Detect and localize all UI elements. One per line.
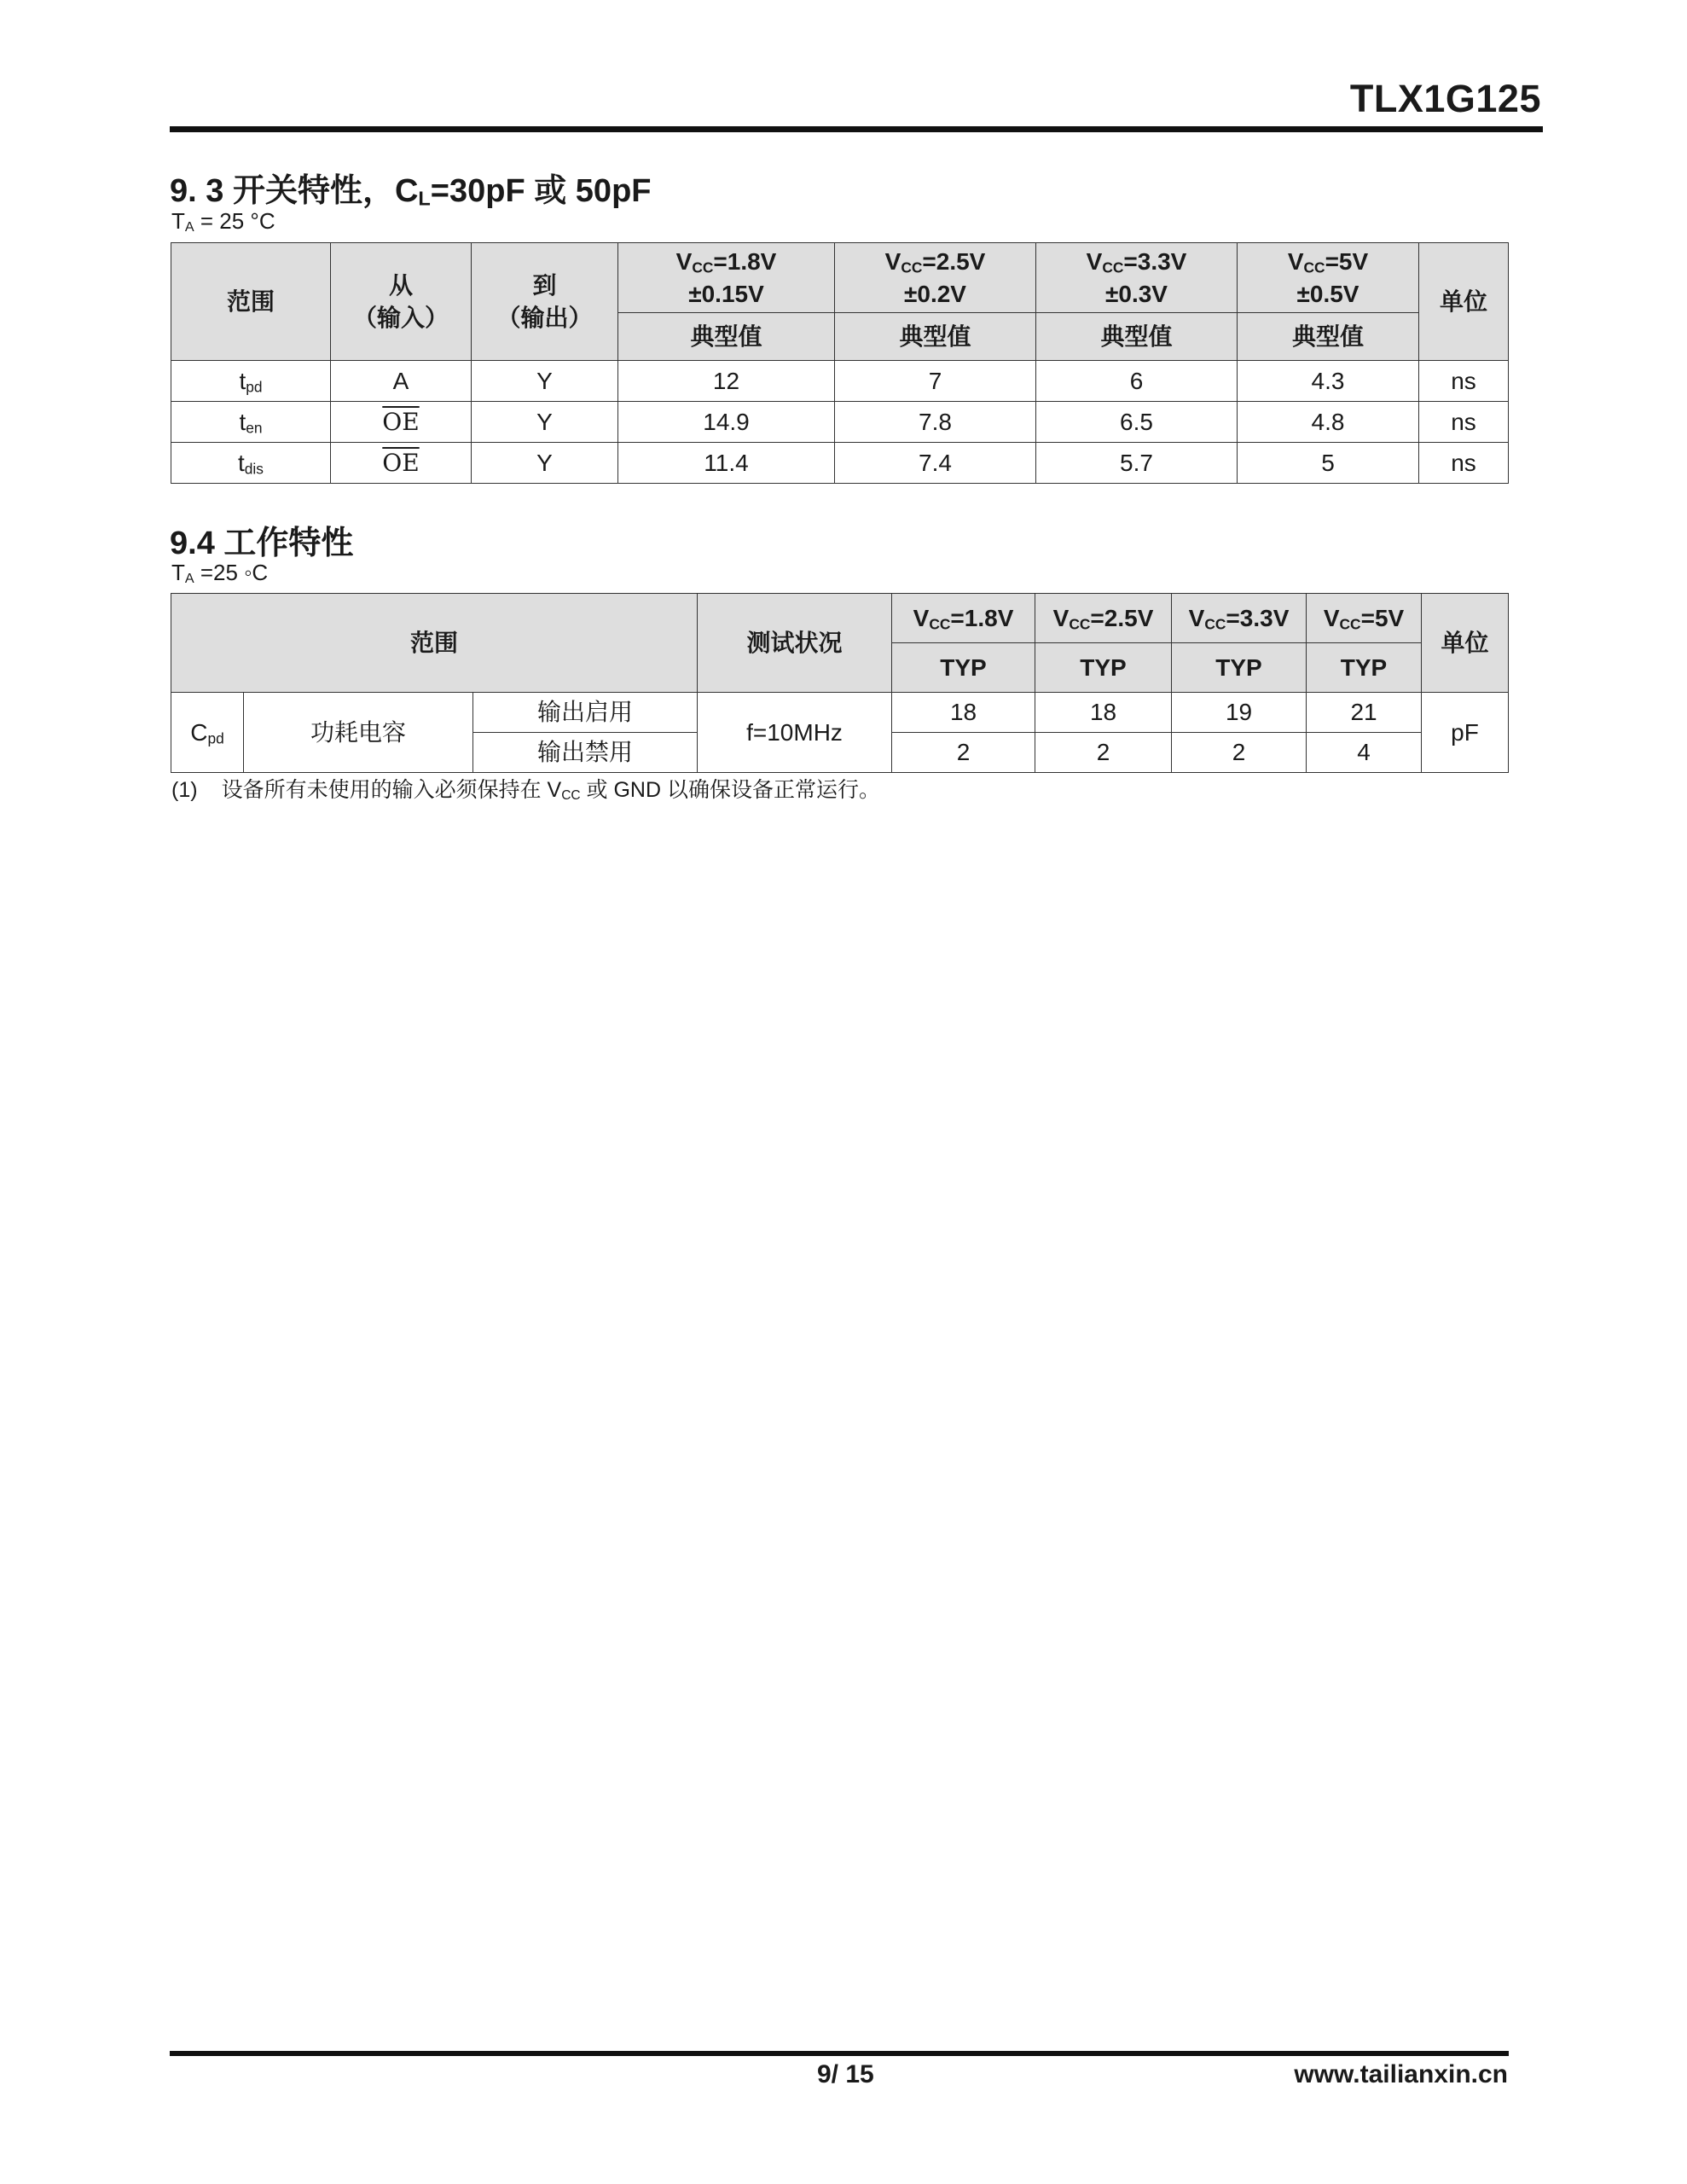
header-typ: TYP <box>1307 643 1422 693</box>
table-row <box>171 402 1509 443</box>
value-cell: 19 <box>1172 693 1307 733</box>
section-number: 9.4 <box>170 526 215 561</box>
footnote-sub: CC <box>561 788 581 804</box>
unit-cell: ns <box>1419 443 1509 484</box>
table-row <box>171 443 1509 484</box>
header-param: 范围 <box>171 594 698 693</box>
header-param: 范围 <box>171 243 331 361</box>
value-cell: 7.8 <box>835 402 1036 443</box>
to-cell: Y <box>472 443 618 484</box>
header-typ: 典型值 <box>1036 313 1238 361</box>
header-from: 从 （输入） <box>331 243 472 361</box>
header-vcc-3: $V_{CC}=3.3V$ ±0.3V <box>1036 243 1238 313</box>
mode-cell: 输出禁用 <box>473 733 698 773</box>
to-cell: Y <box>472 361 618 402</box>
cond-sub: A <box>184 571 194 587</box>
from-cell: $\overline{OE}$ <box>331 443 472 484</box>
header-to: 到 （输出） <box>472 243 618 361</box>
value-cell: 11.4 <box>618 443 835 484</box>
operating-characteristics-table <box>171 593 1509 773</box>
cpd-description-cell: 功耗电容 <box>244 693 473 773</box>
cond-sub: A <box>184 219 194 235</box>
from-cell: A <box>331 361 472 402</box>
value-cell: 21 <box>1307 693 1422 733</box>
header-typ: 典型值 <box>1238 313 1419 361</box>
from-cell: $\overline{OE}$ <box>331 402 472 443</box>
section-title: 工作特性 <box>223 526 354 561</box>
header-vcc-2: $V_{CC}=2.5V$ ±0.2V <box>835 243 1036 313</box>
test-condition-cell: f=10MHz <box>698 693 892 773</box>
cpd-symbol-cell: $C_{pd}$ <box>171 693 244 773</box>
cond-symbol: T <box>171 208 185 234</box>
header-vcc-3: $V_{CC}=3.3V$ <box>1172 594 1307 643</box>
value-cell: 12 <box>618 361 835 402</box>
value-cell: 7.4 <box>835 443 1036 484</box>
footnote-text-end: 或 GND 以确保设备正常运行。 <box>580 778 880 802</box>
table-row <box>171 361 1509 402</box>
header-unit: 单位 <box>1422 594 1509 693</box>
param-cell: $t_{dis}$ <box>171 443 331 484</box>
page-number: 9/ 15 <box>817 2060 874 2088</box>
cond-value: =25 ◦C <box>194 560 269 585</box>
section-number: 9. 3 <box>170 173 224 209</box>
value-cell: 4.8 <box>1238 402 1419 443</box>
footnote <box>171 773 880 804</box>
mode-cell: 输出启用 <box>473 693 698 733</box>
switching-characteristics-table <box>171 242 1509 484</box>
section-9-3-heading <box>170 164 652 211</box>
value-cell: 2 <box>1035 733 1172 773</box>
value-cell: 5 <box>1238 443 1419 484</box>
table-row <box>171 693 1509 733</box>
section-title-pre: 开关特性，C <box>232 173 419 209</box>
value-cell: 7 <box>835 361 1036 402</box>
header-test-condition: 测试状况 <box>698 594 892 693</box>
header-typ: 典型值 <box>618 313 835 361</box>
header-vcc-4: $V_{CC}=5V$ <box>1307 594 1422 643</box>
section-title-post: =30pF 或 50pF <box>430 173 652 209</box>
header-vcc-1: $V_{CC}=1.8V$ ±0.15V <box>618 243 835 313</box>
unit-cell: ns <box>1419 402 1509 443</box>
section-title-sub: L <box>418 187 431 210</box>
value-cell: 2 <box>892 733 1035 773</box>
value-cell: 2 <box>1172 733 1307 773</box>
header-unit: 单位 <box>1419 243 1509 361</box>
value-cell: 6.5 <box>1036 402 1238 443</box>
footnote-text: 设备所有未使用的输入必须保持在 V <box>221 778 562 802</box>
header-typ: TYP <box>1172 643 1307 693</box>
header-vcc-1: $V_{CC}=1.8V$ <box>892 594 1035 643</box>
cond-value: = 25 °C <box>194 208 275 234</box>
unit-cell: pF <box>1422 693 1509 773</box>
section-9-4-heading <box>170 516 353 563</box>
value-cell: 5.7 <box>1036 443 1238 484</box>
value-cell: 4.3 <box>1238 361 1419 402</box>
footnote-number: (1) <box>171 778 198 802</box>
footer-rule <box>170 2051 1509 2056</box>
header-rule <box>170 126 1543 132</box>
value-cell: 18 <box>892 693 1035 733</box>
to-cell: Y <box>472 402 618 443</box>
value-cell: 14.9 <box>618 402 835 443</box>
section-9-3-condition <box>171 208 275 235</box>
header-typ: TYP <box>1035 643 1172 693</box>
param-cell: $t_{en}$ <box>171 402 331 443</box>
param-cell: $t_{pd}$ <box>171 361 331 402</box>
value-cell: 6 <box>1036 361 1238 402</box>
value-cell: 18 <box>1035 693 1172 733</box>
section-9-4-condition <box>171 560 268 587</box>
header-typ: TYP <box>892 643 1035 693</box>
website-link[interactable]: www.tailianxin.cn <box>1294 2060 1508 2088</box>
header-vcc-4: $V_{CC}=5V$ ±0.5V <box>1238 243 1419 313</box>
header-vcc-2: $V_{CC}=2.5V$ <box>1035 594 1172 643</box>
value-cell: 4 <box>1307 733 1422 773</box>
cond-symbol: T <box>171 560 185 585</box>
header-typ: 典型值 <box>835 313 1036 361</box>
document-title: TLX1G125 <box>1349 77 1541 120</box>
unit-cell: ns <box>1419 361 1509 402</box>
